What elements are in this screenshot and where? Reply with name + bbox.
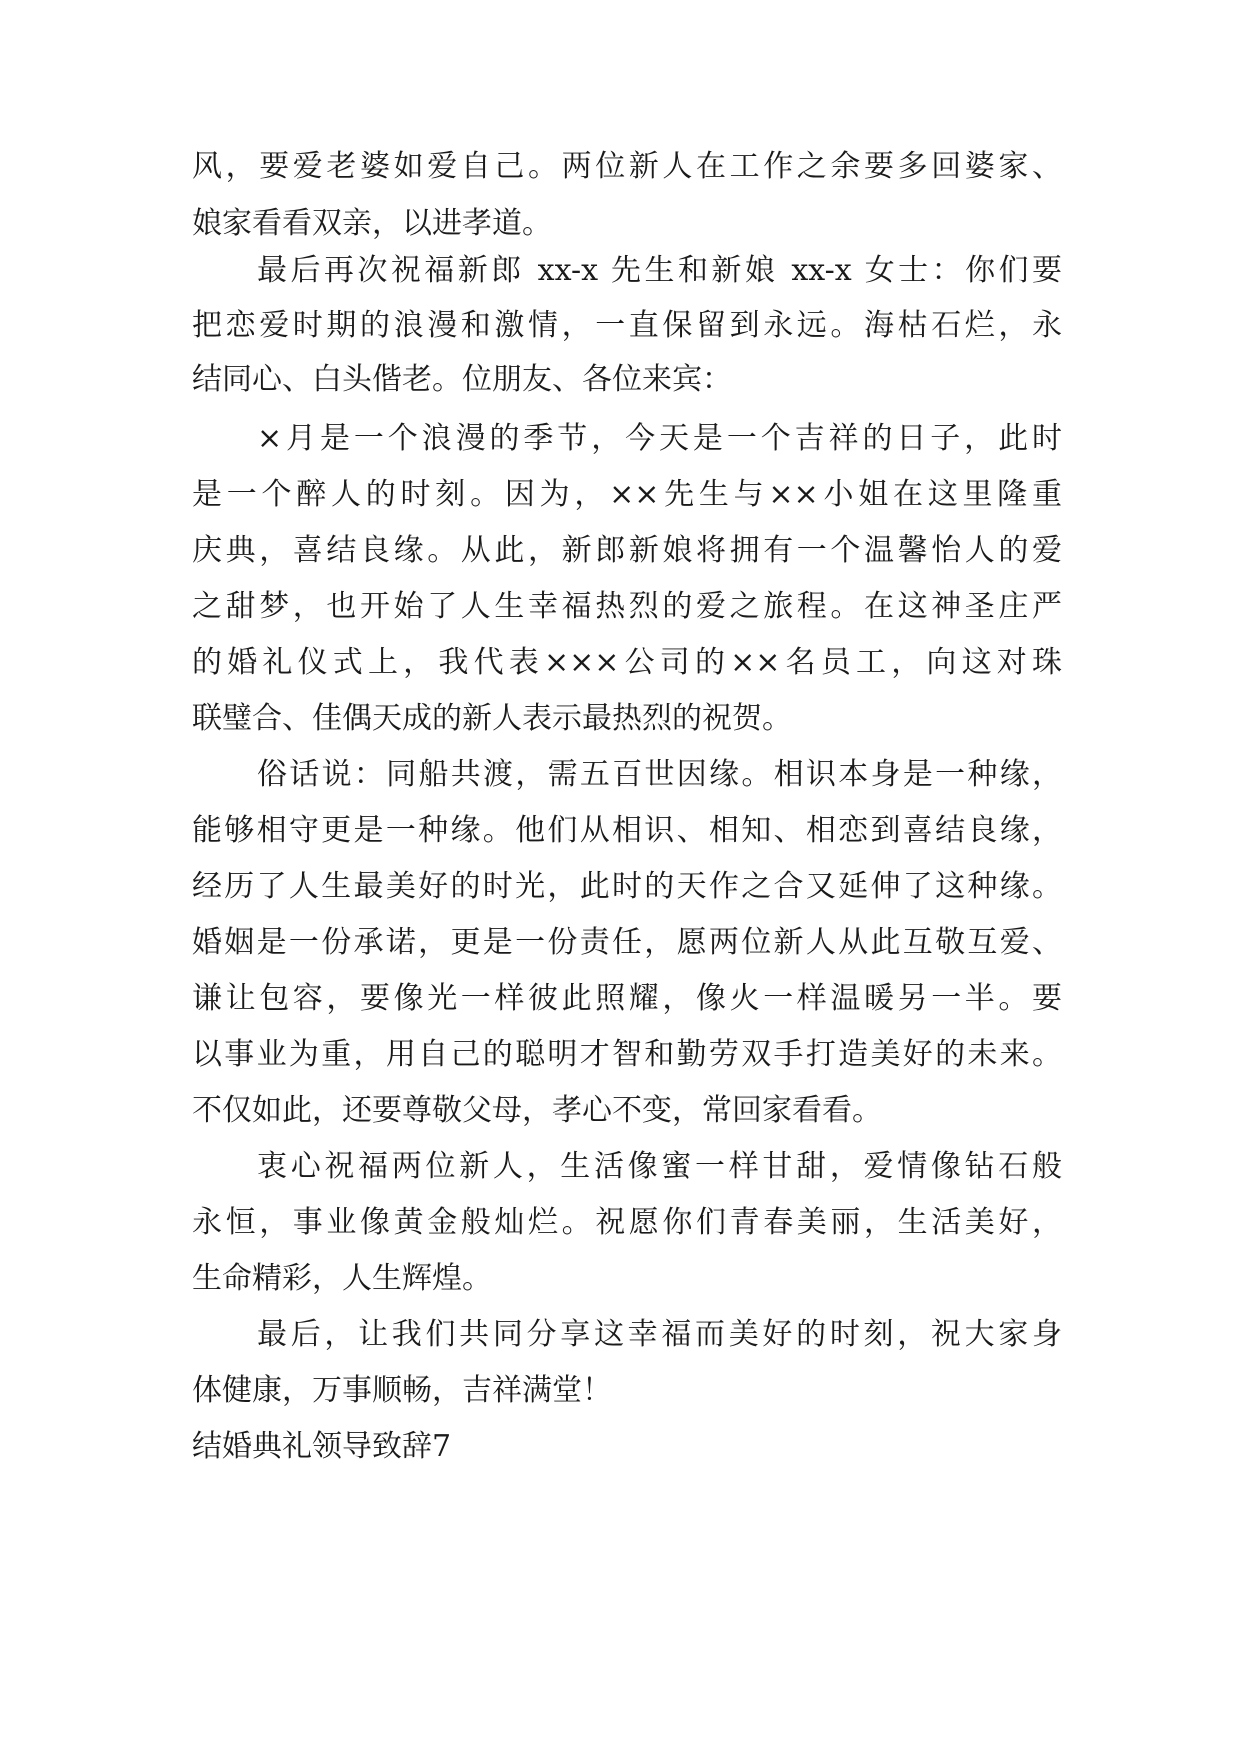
paragraph-line: 把恋爱时期的浪漫和激情，一直保留到永远。海枯石烂，永 — [192, 308, 1062, 343]
paragraph-line: 最后，让我们共同分享这幸福而美好的时刻，祝大家身 — [257, 1317, 1062, 1352]
paragraph-line: 俗话说：同船共渡，需五百世因缘。相识本身是一种缘， — [257, 757, 1062, 792]
paragraph-line: ×月是一个浪漫的季节，今天是一个吉祥的日子，此时 — [257, 421, 1062, 456]
paragraph-line: 永恒，事业像黄金般灿烂。祝愿你们青春美丽，生活美好， — [192, 1205, 1062, 1240]
paragraph-line: 能够相守更是一种缘。他们从相识、相知、相恋到喜结良缘， — [192, 813, 1062, 848]
paragraph-line: 衷心祝福两位新人，生活像蜜一样甘甜，爱情像钻石般 — [257, 1149, 1062, 1184]
paragraph-line: 娘家看看双亲，以进孝道。 — [192, 206, 552, 241]
paragraph-line: 结同心、白头偕老。位朋友、各位来宾： — [192, 362, 732, 397]
paragraph-line: 生命精彩，人生辉煌。 — [192, 1261, 492, 1296]
paragraph-line: 风，要爱老婆如爱自己。两位新人在工作之余要多回婆家、 — [192, 149, 1062, 184]
paragraph-line: 经历了人生最美好的时光，此时的天作之合又延伸了这种缘。 — [192, 869, 1062, 904]
paragraph-line: 体健康，万事顺畅，吉祥满堂！ — [192, 1373, 612, 1408]
paragraph-line: 谦让包容，要像光一样彼此照耀，像火一样温暖另一半。要 — [192, 981, 1062, 1016]
paragraph-line: 联璧合、佳偶天成的新人表示最热烈的祝贺。 — [192, 701, 792, 736]
paragraph-line: 的婚礼仪式上，我代表×××公司的××名员工，向这对珠 — [192, 645, 1062, 680]
paragraph-line: 以事业为重，用自己的聪明才智和勤劳双手打造美好的未来。 — [192, 1037, 1062, 1072]
paragraph-line: 之甜梦，也开始了人生幸福热烈的爱之旅程。在这神圣庄严 — [192, 589, 1062, 624]
paragraph-line: 庆典，喜结良缘。从此，新郎新娘将拥有一个温馨怡人的爱 — [192, 533, 1062, 568]
paragraph-line: 婚姻是一份承诺，更是一份责任，愿两位新人从此互敬互爱、 — [192, 925, 1062, 960]
paragraph-line: 是一个醉人的时刻。因为，××先生与××小姐在这里隆重 — [192, 477, 1062, 512]
paragraph-line: 不仅如此，还要尊敬父母，孝心不变，常回家看看。 — [192, 1093, 882, 1128]
section-heading: 结婚典礼领导致辞7 — [192, 1429, 452, 1464]
paragraph-line: 最后再次祝福新郎 xx-x 先生和新娘 xx-x 女士：你们要 — [257, 253, 1062, 288]
